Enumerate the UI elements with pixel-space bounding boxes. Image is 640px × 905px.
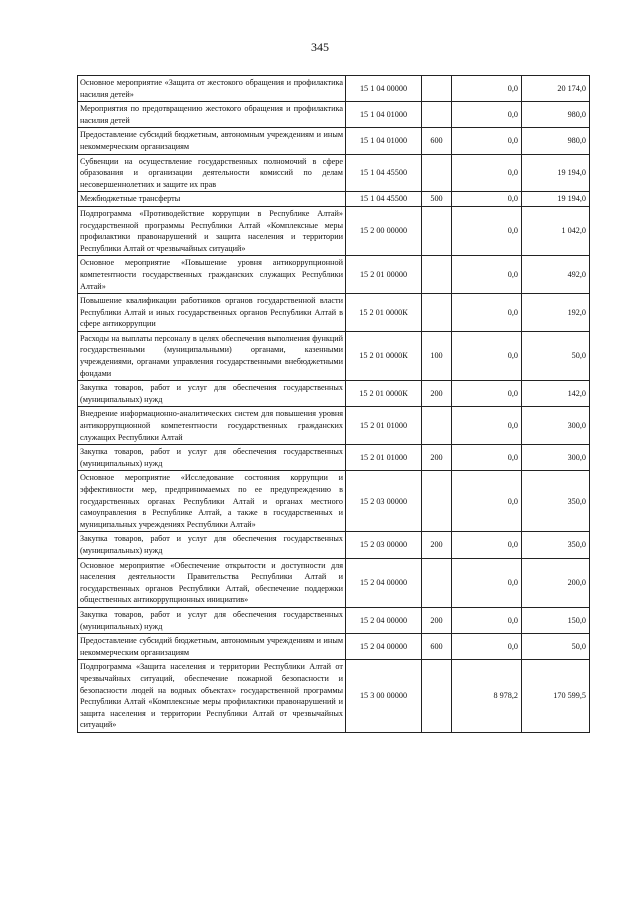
row-name: Предоставление субсидий бюджетным, автономным учреждениям и иным некоммерческим организациям (78, 634, 346, 660)
row-name: Предоставление субсидий бюджетным, автономным учреждениям и иным некоммерческим организациям (78, 128, 346, 154)
row-code: 15 2 01 01000 (346, 407, 422, 445)
row-code: 15 2 04 00000 (346, 607, 422, 633)
table-row (78, 445, 590, 471)
row-value-1: 0,0 (452, 206, 522, 255)
row-value-2: 50,0 (522, 634, 590, 660)
row-value-2: 142,0 (522, 381, 590, 407)
row-code: 15 1 04 45500 (346, 192, 422, 207)
row-kvr: 100 (422, 331, 452, 380)
row-kvr: 200 (422, 445, 452, 471)
row-value-1: 0,0 (452, 558, 522, 607)
table-row (78, 154, 590, 192)
row-value-2: 1 042,0 (522, 206, 590, 255)
row-value-1: 0,0 (452, 154, 522, 192)
row-name: Подпрограмма «Защита населения и территории Республики Алтай от чрезвычайных ситуаций, обеспечение пожарной безопасности и безопасности людей на водных объектах» государственной программы Республики Алтай «Комплексные меры профилактики правонарушений и защита населения и территории Республики Алтай от чрезвычайных ситуаций» (78, 660, 346, 733)
table-row (78, 206, 590, 255)
table-row (78, 331, 590, 380)
row-kvr (422, 407, 452, 445)
row-value-1: 0,0 (452, 381, 522, 407)
row-value-2: 192,0 (522, 294, 590, 332)
row-kvr: 200 (422, 532, 452, 558)
table-row (78, 256, 590, 294)
row-value-2: 980,0 (522, 102, 590, 128)
row-value-1: 0,0 (452, 532, 522, 558)
row-kvr (422, 294, 452, 332)
page-number: 345 (311, 40, 329, 54)
row-name: Основное мероприятие «Обеспечение открытости и доступности для населения деятельности Правительства Республики Алтай и государственных органов Республики Алтай, обеспечение поддержки общественных антикоррупционных инициатив» (78, 558, 346, 607)
row-name: Подпрограмма «Противодействие коррупции в Республике Алтай» государственной программы Республики Алтай «Комплексные меры профилактики правонарушений и защита населения и территории Республики Алтай от чрезвычайных ситуаций» (78, 206, 346, 255)
row-value-1: 0,0 (452, 102, 522, 128)
table-row (78, 294, 590, 332)
row-code: 15 2 00 00000 (346, 206, 422, 255)
table-row (78, 407, 590, 445)
table-row (78, 634, 590, 660)
row-kvr (422, 206, 452, 255)
row-kvr: 600 (422, 634, 452, 660)
row-name: Расходы на выплаты персоналу в целях обеспечения выполнения функций государственными (муниципальными) органами, казенными учреждениями, органами управления государственными внебюджетными фондами (78, 331, 346, 380)
row-value-1: 0,0 (452, 607, 522, 633)
row-code: 15 2 01 00000 (346, 256, 422, 294)
row-value-2: 300,0 (522, 407, 590, 445)
row-value-2: 350,0 (522, 471, 590, 532)
row-value-2: 350,0 (522, 532, 590, 558)
table-row (78, 128, 590, 154)
row-name: Основное мероприятие «Исследование состояния коррупции и эффективности мер, предпринимаемых по ее предупреждению в государственных органах Республики Алтай и органах местного самоуправления в Республике Алтай, а также в государственных и муниципальных учреждениях Республики Алтай» (78, 471, 346, 532)
row-code: 15 2 04 00000 (346, 558, 422, 607)
row-code: 15 1 04 01000 (346, 102, 422, 128)
row-value-1: 0,0 (452, 331, 522, 380)
row-value-1: 0,0 (452, 634, 522, 660)
row-code: 15 2 01 0000К (346, 331, 422, 380)
row-name: Закупка товаров, работ и услуг для обеспечения государственных (муниципальных) нужд (78, 381, 346, 407)
row-value-1: 0,0 (452, 445, 522, 471)
row-value-1: 0,0 (452, 192, 522, 207)
row-value-2: 492,0 (522, 256, 590, 294)
row-name: Закупка товаров, работ и услуг для обеспечения государственных (муниципальных) нужд (78, 445, 346, 471)
row-code: 15 2 01 01000 (346, 445, 422, 471)
row-code: 15 2 03 00000 (346, 471, 422, 532)
row-kvr (422, 102, 452, 128)
row-value-2: 300,0 (522, 445, 590, 471)
row-name: Внедрение информационно-аналитических систем для повышения уровня антикоррупционной компетентности государственных гражданских служащих Республики Алтай (78, 407, 346, 445)
row-value-1: 8 978,2 (452, 660, 522, 733)
row-name: Мероприятия по предотвращению жестокого обращения и профилактика насилия детей (78, 102, 346, 128)
row-value-1: 0,0 (452, 128, 522, 154)
row-code: 15 2 04 00000 (346, 634, 422, 660)
row-value-2: 19 194,0 (522, 154, 590, 192)
row-value-1: 0,0 (452, 256, 522, 294)
row-value-1: 0,0 (452, 76, 522, 102)
row-kvr: 600 (422, 128, 452, 154)
row-code: 15 1 04 00000 (346, 76, 422, 102)
table-row (78, 660, 590, 733)
row-kvr (422, 76, 452, 102)
row-name: Основное мероприятие «Повышение уровня антикоррупционной компетентности государственных гражданских служащих Республики Алтай» (78, 256, 346, 294)
row-code: 15 3 00 00000 (346, 660, 422, 733)
row-value-2: 19 194,0 (522, 192, 590, 207)
row-code: 15 1 04 45500 (346, 154, 422, 192)
row-code: 15 1 04 01000 (346, 128, 422, 154)
row-kvr (422, 471, 452, 532)
row-kvr: 200 (422, 381, 452, 407)
row-value-2: 150,0 (522, 607, 590, 633)
budget-table (77, 75, 590, 733)
row-kvr: 200 (422, 607, 452, 633)
table-row (78, 558, 590, 607)
row-name: Субвенции на осуществление государственных полномочий в сфере образования и организации деятельности комиссий по делам несовершеннолетних и защите их прав (78, 154, 346, 192)
row-value-2: 50,0 (522, 331, 590, 380)
table-row (78, 102, 590, 128)
row-code: 15 2 03 00000 (346, 532, 422, 558)
row-name: Основное мероприятие «Защита от жестокого обращения и профилактика насилия детей» (78, 76, 346, 102)
row-value-2: 170 599,5 (522, 660, 590, 733)
row-kvr (422, 660, 452, 733)
table-row (78, 381, 590, 407)
table-row (78, 192, 590, 207)
row-code: 15 2 01 0000К (346, 381, 422, 407)
row-name: Закупка товаров, работ и услуг для обеспечения государственных (муниципальных) нужд (78, 607, 346, 633)
row-name: Межбюджетные трансферты (78, 192, 346, 207)
table-row (78, 471, 590, 532)
table-row (78, 76, 590, 102)
row-kvr (422, 256, 452, 294)
row-code: 15 2 01 0000К (346, 294, 422, 332)
row-value-1: 0,0 (452, 407, 522, 445)
row-value-1: 0,0 (452, 294, 522, 332)
row-value-2: 200,0 (522, 558, 590, 607)
row-name: Закупка товаров, работ и услуг для обеспечения государственных (муниципальных) нужд (78, 532, 346, 558)
row-kvr (422, 558, 452, 607)
table-row (78, 532, 590, 558)
table-row (78, 607, 590, 633)
row-kvr (422, 154, 452, 192)
row-value-2: 20 174,0 (522, 76, 590, 102)
row-name: Повышение квалификации работников органов государственной власти Республики Алтай и иных государственных органов Республики Алтай в сфере антикоррупции (78, 294, 346, 332)
row-kvr: 500 (422, 192, 452, 207)
row-value-2: 980,0 (522, 128, 590, 154)
row-value-1: 0,0 (452, 471, 522, 532)
